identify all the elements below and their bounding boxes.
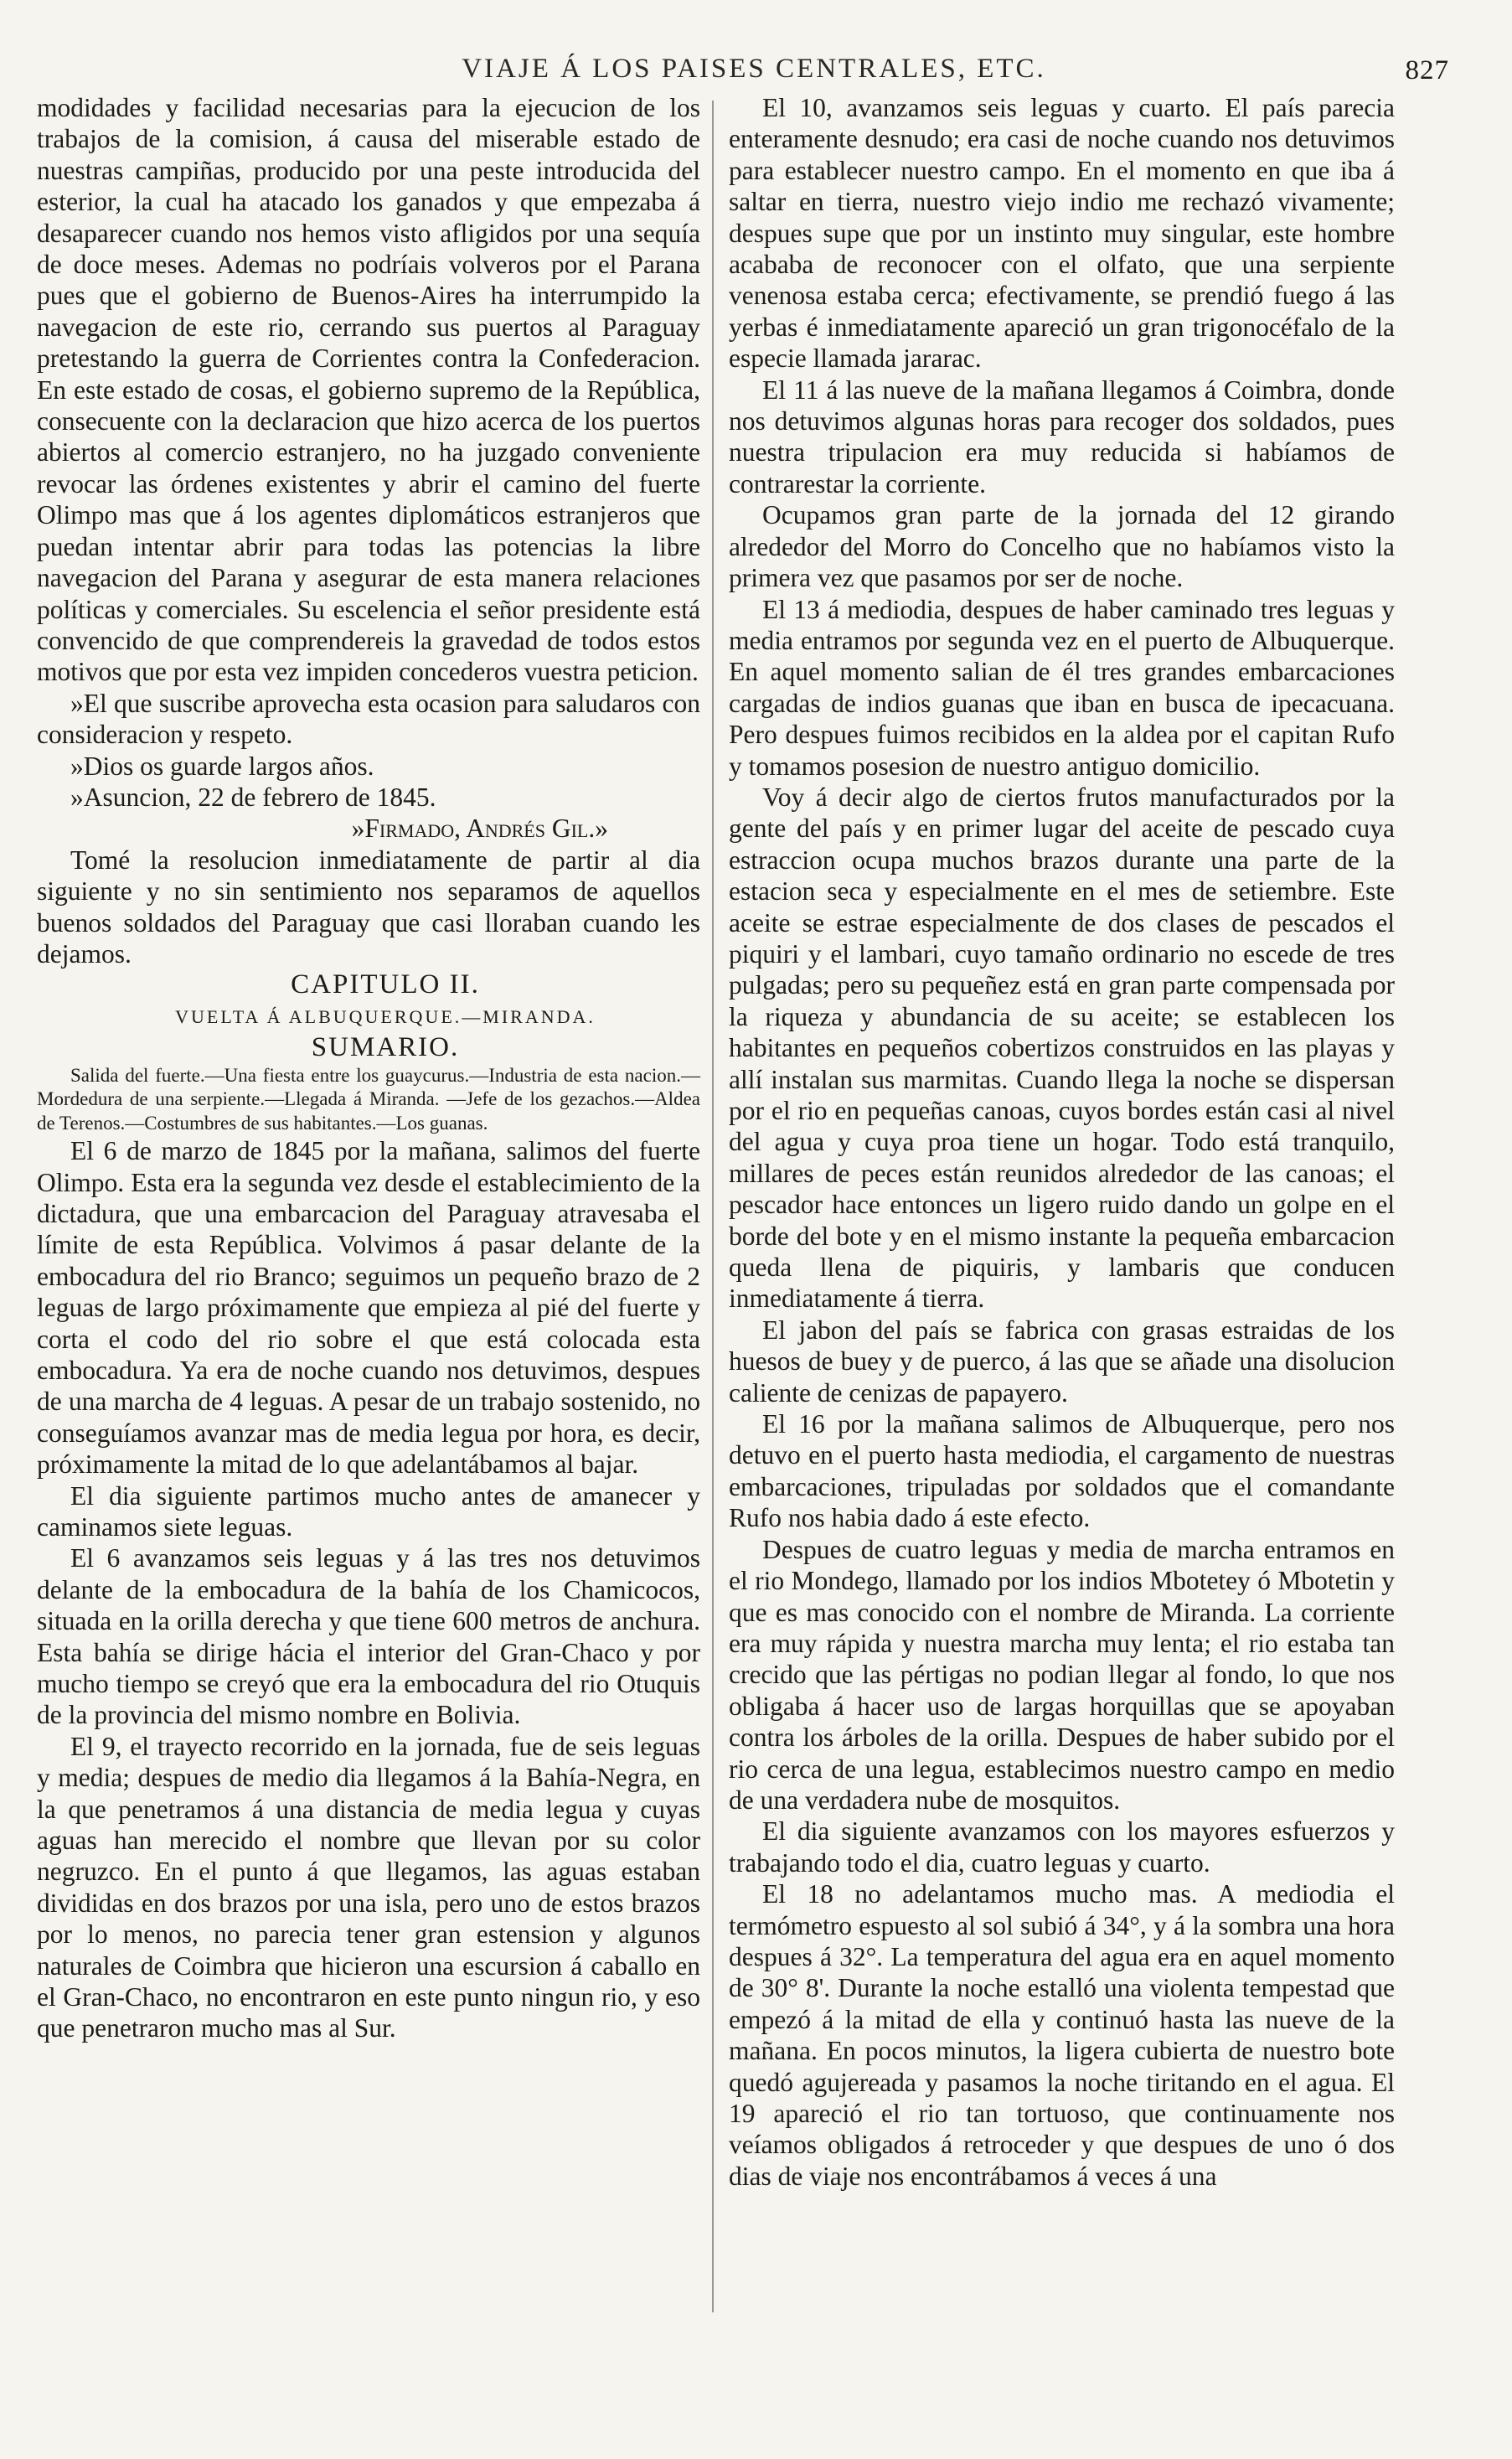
signature-line: »Firmado, Andrés Gil.» xyxy=(351,814,608,844)
paragraph: El 13 á mediodia, despues de haber caminado tres leguas y media entramos por segunda vez en el puerto de Albuquerque. En aquel momento salian de él tres grandes embarcaciones cargadas de indios guanas que iban en busca de ipecacuana. Pero despues fuimos recibidos en la aldea por el capitan Rufo y tomamos posesion de nuestro antiguo domicilio. xyxy=(729,594,1395,781)
paragraph: Ocupamos gran parte de la jornada del 12 girando alrededor del Morro do Concelho que no habíamos visto la primera vez que pasamos por ser de noche. xyxy=(729,500,1395,593)
paragraph: »Dios os guarde largos años. xyxy=(70,751,374,781)
paragraph: El 9, el trayecto recorrido en la jornada, fue de seis leguas y media; despues de medio dia llegamos á la Bahía-Negra, en la que penetramos á una distancia de media legua y cuyas aguas han merecido el nombre que llevan por su color negruzco. En el punto á que llegamos, las aguas estaban divididas en dos brazos por una isla, pero uno de estos brazos por lo menos, no parecia tener gran estension y algunos naturales de Coimbra que hicieron una escursion á caballo en el Gran-Chaco, no encontraron en este punto ningun rio, y eso que penetraron mucho mas al Sur. xyxy=(37,1731,700,2043)
paragraph: El 6 avanzamos seis leguas y á las tres nos detuvimos delante de la embocadura de la bahía de los Chamicocos, situada en la orilla derecha y que tiene 600 metros de anchura. Esta bahía se dirige hácia el interior del Gran-Chaco y por mucho tiempo se creyó que era la embocadura del rio Otuquis de la provincia del mismo nombre en Bolivia. xyxy=(37,1543,700,1730)
chapter-title: CAPITULO II. xyxy=(291,969,480,1000)
paragraph: Voy á decir algo de ciertos frutos manufacturados por la gente del país y en primer lugar del aceite de pescado cuya estraccion ocupa muchos brazos durante una parte de la estacion seca y especialmente en el mes de setiembre. Este aceite se estrae especialmente de dos clases de pescados el piquiri y el lambari, cuyo tamaño ordinario no escede de tres pulgadas; pero su pequeñez está en gran parte compensada por la riqueza y abundancia de su aceite; se establecen los habitantes en pequeños cobertizos construidos en las playas y allí instalan sus marmitas. Cuando llega la noche se dispersan por el rio en pequeñas canoas, cuyos bordes están casi al nivel del agua y cuya proa tiene un hogar. Todo está tranquilo, millares de peces están reunidos alrededor de las canoas; el pescador hace entonces un ligero ruido dando un golpe en el borde del bote y en el mismo instante la pequeña embarcacion queda llena de piquiris, y lambaris que conducen inmediatamente á tierra. xyxy=(729,782,1395,1314)
left-column xyxy=(37,92,700,2044)
paragraph: El 18 no adelantamos mucho mas. A mediodia el termómetro espuesto al sol subió á 34°, y á la sombra una hora despues á 32°. La temperatura del agua era en aquel momento de 30° 8'. Durante la noche estalló una violenta tempestad que empezó á la mitad de ella y continuó hasta las nueve de la mañana. En pocos minutos, la ligera cubierta de nuestro bote quedó agujereada y pasamos la noche tiritando en el agua. El 19 apareció el rio tan tortuoso, que continuamente nos veíamos obligados á retroceder y que despues de uno ó dos dias de viaje nos encontrábamos á veces á una xyxy=(729,1879,1395,2191)
paragraph: El dia siguiente avanzamos con los mayores esfuerzos y trabajando todo el dia, cuatro leguas y cuarto. xyxy=(729,1816,1395,1878)
summary-heading: SUMARIO. xyxy=(311,1032,460,1063)
paragraph: El dia siguiente partimos mucho antes de amanecer y caminamos siete leguas. xyxy=(37,1480,700,1542)
summary-text: Salida del fuerte.—Una fiesta entre los guaycurus.—Industria de esta nacion.—Mordedura de una serpiente.—Llegada á Miranda. —Jefe de los gezachos.—Aldea de Terenos.—Costumbres de sus habitantes.—Los guanas. xyxy=(37,1064,700,1134)
paragraph: modidades y facilidad necesarias para la ejecucion de los trabajos de la comision, á causa del miserable estado de nuestras campiñas, producido por una peste introducida del esterior, la cual ha atacado los ganados y que empezaba á desaparecer cuando nos hemos visto afligidos por una sequía de doce meses. Ademas no podríais volveros por el Parana pues que el gobierno de Buenos-Aires ha interrumpido la navegacion de este rio, cerrando sus puertos al Paraguay pretestando la guerra de Corrientes contra la Confederacion. En este estado de cosas, el gobierno supremo de la República, consecuente con la declaracion que hizo acerca de los puertos abiertos al comercio estranjero, no ha juzgado conveniente revocar las órdenes existentes y abrir el camino del fuerte Olimpo mas que á los agentes diplomáticos estranjeros que puedan intentar abrir para todas las potencias la libre navegacion del Parana y asegurar de esta manera relaciones políticas y comerciales. Su escelencia el señor presidente está convencido de que comprendereis la gravedad de todos estos motivos que por esta vez impiden concederos vuestra peticion. xyxy=(37,93,700,687)
paragraph: El 10, avanzamos seis leguas y cuarto. El país parecia enteramente desnudo; era casi de noche cuando nos detuvimos para establecer nuestro campo. En el momento en que iba á saltar en tierra, nuestro viejo indio me rechazó vivamente; despues supe que por un instinto muy singular, este hombre acababa de reconocer con el olfato, que una serpiente venenosa estaba cerca; efectivamente, se prendió fuego á las yerbas é inmediatamente apareció un gran trigonocéfalo de la especie llamada jararac. xyxy=(729,93,1395,374)
paragraph: »El que suscribe aprovecha esta ocasion para saludaros con consideracion y respeto. xyxy=(37,688,700,750)
paragraph: El 16 por la mañana salimos de Albuquerque, pero nos detuvo en el puerto hasta mediodia, el cargamento de nuestras embarcaciones, tripuladas por soldados que el comandante Rufo nos habia dado á este efecto. xyxy=(729,1409,1395,1533)
paragraph: El 11 á las nueve de la mañana llegamos á Coimbra, donde nos detuvimos algunas horas para recoger dos soldados, pues nuestra tripulacion era muy reducida si habíamos de contrarestar la corriente. xyxy=(729,375,1395,499)
paragraph: El 6 de marzo de 1845 por la mañana, salimos del fuerte Olimpo. Esta era la segunda vez desde el establecimiento de la dictadura, que una embarcacion del Paraguay atravesaba el límite de esta República. Volvimos á pasar delante de la embocadura del rio Branco; seguimos un pequeño brazo de 2 leguas de largo próximamente que empieza al pié del fuerte y corta el codo del rio sobre el que está colocada esta embocadura. Ya era de noche cuando nos detuvimos, despues de una marcha de 4 leguas. A pesar de un trabajo sostenido, no conseguíamos avanzar mas de media legua por hora, es decir, próximamente la mitad de lo que adelantábamos al bajar. xyxy=(37,1136,700,1480)
column-divider xyxy=(712,101,714,2312)
paragraph: Despues de cuatro leguas y media de marcha entramos en el rio Mondego, llamado por los indios Mbotetey ó Mbotetin y que es mas conocido con el nombre de Miranda. La corriente era muy rápida y nuestra marcha muy lenta; el rio estaba tan crecido que las pértigas no podian llegar al fondo, lo que nos obligaba á hacer uso de largas horquillas que se apoyaban contra los árboles de la orilla. Despues de haber subido por el rio cerca de una legua, establecimos nuestro campo en medio de una verdadera nube de mosquitos. xyxy=(729,1534,1395,1815)
paragraph: »Asuncion, 22 de febrero de 1845. xyxy=(70,782,436,812)
page-number: 827 xyxy=(1405,55,1449,85)
chapter-subtitle: VUELTA Á ALBUQUERQUE.—MIRANDA. xyxy=(175,1005,596,1027)
paragraph: El jabon del país se fabrica con grasas estraidas de los huesos de buey y de puerco, á las que se añade una disolucion caliente de cenizas de papayero. xyxy=(729,1315,1395,1408)
right-column xyxy=(729,92,1395,2192)
paragraph: Tomé la resolucion inmediatamente de partir al dia siguiente y no sin sentimiento nos separamos de aquellos buenos soldados del Paraguay que casi lloraban cuando les dejamos. xyxy=(37,845,700,969)
running-title: VIAJE Á LOS PAISES CENTRALES, ETC. xyxy=(462,54,1046,84)
